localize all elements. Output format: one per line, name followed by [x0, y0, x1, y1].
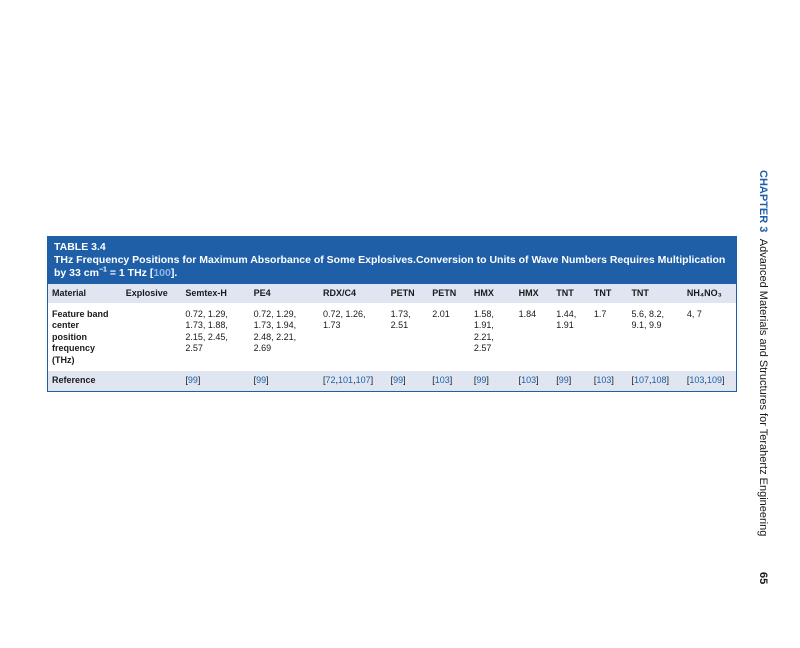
reference-link[interactable]: 107 [355, 375, 371, 385]
reference-cell: [103] [593, 375, 614, 385]
column-header: TNT [593, 288, 612, 298]
reference-cell: [103,109] [686, 375, 725, 385]
reference-cell: [103] [432, 375, 453, 385]
row-header-line: center [52, 320, 80, 330]
cell-value: 2.01 [432, 308, 450, 319]
reference-cell: [99] [556, 375, 572, 385]
cell-value: 5.6, 8.2, [631, 308, 664, 319]
cell-value: 1.73, 1.88, [185, 320, 228, 330]
cell-value: 1.7 [593, 308, 607, 319]
table-cell [627, 303, 682, 372]
column-header: Semtex-H [185, 288, 227, 298]
column-header: NH₄NO₃ [686, 288, 722, 298]
reference-link[interactable]: 99 [476, 375, 487, 385]
reference-link[interactable]: 99 [256, 375, 267, 385]
cell-value: 4, 7 [686, 308, 702, 319]
caption-reference-link[interactable]: 100 [153, 267, 171, 279]
column-header: HMX [518, 288, 539, 298]
cell-value: 1.44, [556, 308, 577, 319]
column-header: RDX/C4 [323, 288, 357, 298]
page-number: 65 [757, 572, 769, 585]
reference-cell: [99] [253, 375, 269, 385]
table-cell [552, 303, 590, 372]
reference-cell: [72,101,107] [323, 375, 374, 385]
reference-cell: [99] [473, 375, 489, 385]
reference-link[interactable]: 99 [393, 375, 404, 385]
column-header: Explosive [125, 288, 168, 298]
cell-value: 9.1, 9.9 [631, 320, 662, 330]
caption-superscript: −1 [98, 266, 107, 274]
table-label: TABLE 3.4 [54, 241, 106, 253]
column-header: Material [52, 288, 87, 298]
table-cell [122, 303, 182, 372]
cell-value: 0.72, 1.29, [253, 308, 297, 319]
cell-value: 2.51 [390, 320, 409, 330]
table-row-feature-band [48, 303, 736, 372]
reference-cell: [99] [185, 375, 201, 385]
table-caption [48, 237, 736, 284]
row-header-line: Feature band [52, 308, 109, 319]
table-cell [250, 303, 319, 372]
table-caption-text: THz Frequency Positions for Maximum Absorbance of Some Explosives.Conversion to Units of Wave Numbers Requires Multiplication by 33 $cm^{-1} = 1$ THz [100]. [54, 254, 726, 279]
reference-cell [122, 371, 182, 391]
cell-value: 0.72, 1.29, [185, 308, 228, 319]
table-cell [319, 303, 387, 372]
chapter-label: CHAPTER 3 [757, 170, 769, 233]
row-header-line: frequency [52, 343, 96, 353]
reference-link[interactable]: 99 [558, 375, 569, 385]
reference-link[interactable]: 101 [338, 375, 354, 385]
row-header-line: position [52, 331, 87, 342]
column-header: TNT [631, 288, 649, 298]
reference-link[interactable]: 109 [706, 375, 722, 385]
row-header-line: (THz) [52, 354, 75, 365]
reference-link[interactable]: 103 [434, 375, 450, 385]
reference-link[interactable]: 103 [596, 375, 612, 385]
cell-value: 1.84 [518, 308, 537, 319]
reference-link[interactable]: 103 [689, 375, 705, 385]
cell-value: 0.72, 1.26, [323, 308, 366, 319]
cell-value: 1.73, 1.94, [253, 320, 297, 330]
table-cell [683, 303, 736, 372]
cell-value: 1.58, [473, 308, 494, 319]
table-header-row [48, 284, 736, 303]
column-header: PETN [432, 288, 457, 298]
row-header-feature-band [48, 303, 122, 372]
table-cell [181, 303, 249, 372]
book-title: Advanced Materials and Structures for Terahertz Engineering [757, 238, 769, 537]
cell-value: 2.57 [185, 343, 203, 353]
table-cell [590, 303, 628, 372]
reference-cell: [99] [390, 375, 406, 385]
table-cell [387, 303, 429, 372]
reference-link[interactable]: 107 [633, 375, 649, 385]
cell-value: 1.91, [473, 320, 494, 330]
reference-link[interactable]: 103 [521, 375, 537, 385]
column-header: TNT [556, 288, 574, 298]
cell-value: 2.48, 2.21, [253, 331, 297, 342]
reference-cell: [107,108] [631, 375, 670, 385]
running-head [757, 170, 769, 536]
cell-value: 1.73 [323, 320, 341, 330]
reference-link[interactable]: 108 [651, 375, 667, 385]
cell-value: 2.57 [473, 343, 492, 353]
table-row-reference [48, 371, 736, 391]
cell-value: 1.73, [390, 308, 411, 319]
column-header: PE4 [253, 288, 271, 298]
table-cell [470, 303, 515, 372]
cell-value: 2.15, 2.45, [185, 331, 228, 342]
table-cell [515, 303, 553, 372]
column-header: HMX [473, 288, 494, 298]
reference-link[interactable]: 99 [187, 375, 198, 385]
row-header-reference: Reference [52, 375, 96, 385]
table-3-4 [47, 236, 737, 392]
cell-value: 1.91 [556, 320, 574, 330]
table-cell [428, 303, 470, 372]
cell-value: 2.21, [473, 331, 494, 342]
column-header: PETN [390, 288, 415, 298]
data-table [48, 284, 736, 391]
cell-value: 2.69 [253, 343, 272, 353]
reference-link[interactable]: 72 [325, 375, 336, 385]
reference-cell: [103] [518, 375, 539, 385]
